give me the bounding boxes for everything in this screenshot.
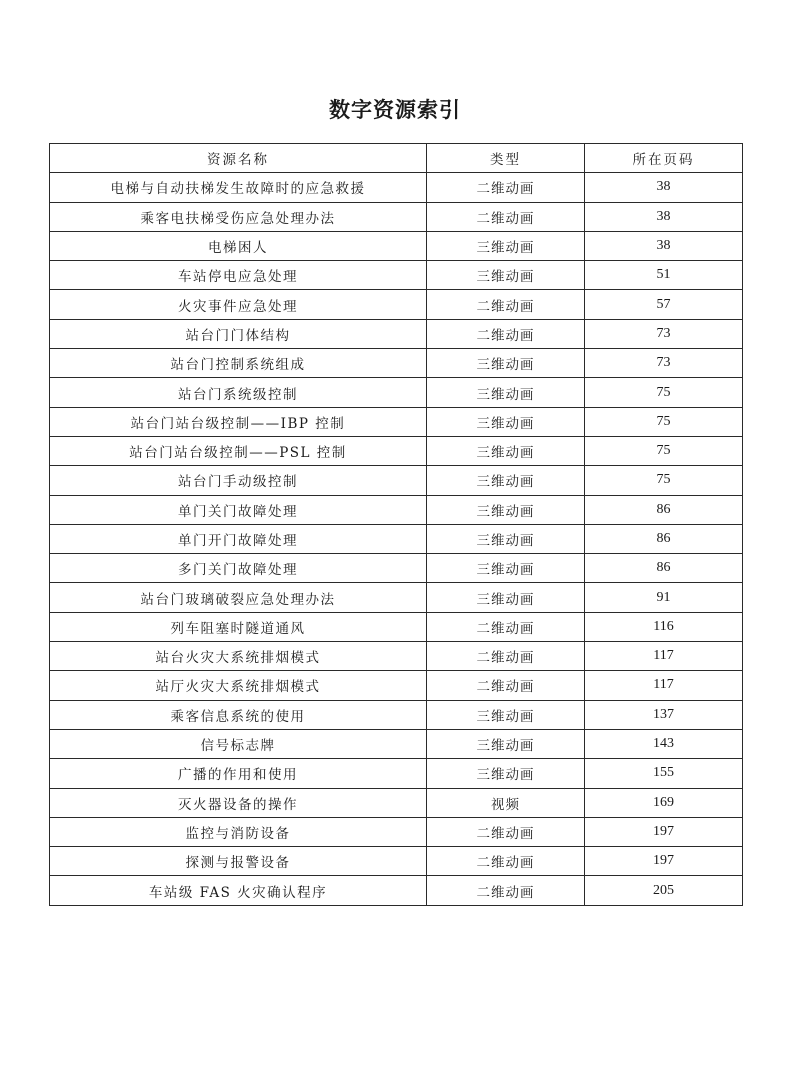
resource-name-cell: 站台门门体结构	[50, 319, 427, 348]
page-number-cell: 57	[585, 290, 743, 319]
table-row	[50, 671, 743, 700]
resource-name-cell: 乘客电扶梯受伤应急处理办法	[50, 202, 427, 231]
resource-type-cell: 视频	[427, 788, 585, 817]
table-row	[50, 349, 743, 378]
resource-type-cell: 三维动画	[427, 759, 585, 788]
page-number-cell: 51	[585, 261, 743, 290]
resource-type-cell: 三维动画	[427, 349, 585, 378]
page-number-cell: 86	[585, 524, 743, 553]
resource-name-cell: 监控与消防设备	[50, 817, 427, 846]
page-number-cell: 73	[585, 349, 743, 378]
table-row	[50, 290, 743, 319]
page-number-cell: 143	[585, 729, 743, 758]
page-number-cell: 197	[585, 847, 743, 876]
resource-type-cell: 二维动画	[427, 671, 585, 700]
table-row	[50, 319, 743, 348]
resource-name-cell: 单门开门故障处理	[50, 524, 427, 553]
resource-type-cell: 三维动画	[427, 700, 585, 729]
resource-type-cell: 三维动画	[427, 378, 585, 407]
table-row	[50, 612, 743, 641]
page-number-cell: 86	[585, 554, 743, 583]
table-row	[50, 378, 743, 407]
resource-name-cell: 站台门站台级控制——PSL 控制	[50, 436, 427, 465]
resource-name-cell: 多门关门故障处理	[50, 554, 427, 583]
table-row	[50, 876, 743, 905]
page-title: 数字资源索引	[329, 97, 461, 123]
resource-index-table	[49, 143, 743, 906]
page-number-cell: 169	[585, 788, 743, 817]
resource-type-cell: 三维动画	[427, 583, 585, 612]
page-number-cell: 137	[585, 700, 743, 729]
page-number-cell: 205	[585, 876, 743, 905]
table-row	[50, 436, 743, 465]
page-number-cell: 75	[585, 378, 743, 407]
page-number-cell: 91	[585, 583, 743, 612]
resource-name-cell: 站台门系统级控制	[50, 378, 427, 407]
resource-type-cell: 二维动画	[427, 847, 585, 876]
header-type: 类型	[427, 144, 585, 173]
resource-type-cell: 二维动画	[427, 612, 585, 641]
resource-name-cell: 站台门玻璃破裂应急处理办法	[50, 583, 427, 612]
resource-type-cell: 三维动画	[427, 436, 585, 465]
resource-name-cell: 探测与报警设备	[50, 847, 427, 876]
resource-type-cell: 三维动画	[427, 554, 585, 583]
resource-name-cell: 站台门站台级控制——IBP 控制	[50, 407, 427, 436]
table-row	[50, 847, 743, 876]
resource-name-cell: 站台门手动级控制	[50, 466, 427, 495]
table-row	[50, 466, 743, 495]
resource-name-cell: 站厅火灾大系统排烟模式	[50, 671, 427, 700]
table-row	[50, 261, 743, 290]
page-number-cell: 116	[585, 612, 743, 641]
table-row	[50, 759, 743, 788]
resource-name-cell: 单门关门故障处理	[50, 495, 427, 524]
resource-name-cell: 车站级 FAS 火灾确认程序	[50, 876, 427, 905]
resource-type-cell: 二维动画	[427, 817, 585, 846]
resource-name-cell: 列车阻塞时隧道通风	[50, 612, 427, 641]
page-number-cell: 38	[585, 173, 743, 202]
page-number-cell: 117	[585, 642, 743, 671]
table-row	[50, 173, 743, 202]
table-header-row	[50, 144, 743, 173]
resource-type-cell: 三维动画	[427, 495, 585, 524]
resource-name-cell: 灭火器设备的操作	[50, 788, 427, 817]
page-number-cell: 75	[585, 466, 743, 495]
resource-type-cell: 三维动画	[427, 466, 585, 495]
resource-type-cell: 三维动画	[427, 261, 585, 290]
resource-name-cell: 站台门控制系统组成	[50, 349, 427, 378]
table-row	[50, 583, 743, 612]
resource-name-cell: 乘客信息系统的使用	[50, 700, 427, 729]
resource-type-cell: 二维动画	[427, 202, 585, 231]
header-page-number: 所在页码	[585, 144, 743, 173]
table-row	[50, 231, 743, 260]
table-row	[50, 642, 743, 671]
table-row	[50, 202, 743, 231]
resource-name-cell: 信号标志牌	[50, 729, 427, 758]
table-row	[50, 495, 743, 524]
resource-type-cell: 二维动画	[427, 876, 585, 905]
page-number-cell: 197	[585, 817, 743, 846]
page-number-cell: 75	[585, 436, 743, 465]
table-row	[50, 700, 743, 729]
resource-name-cell: 电梯困人	[50, 231, 427, 260]
resource-type-cell: 二维动画	[427, 290, 585, 319]
resource-type-cell: 三维动画	[427, 729, 585, 758]
page-number-cell: 38	[585, 231, 743, 260]
resource-type-cell: 三维动画	[427, 524, 585, 553]
page-number-cell: 86	[585, 495, 743, 524]
resource-type-cell: 二维动画	[427, 173, 585, 202]
page-number-cell: 75	[585, 407, 743, 436]
page-number-cell: 155	[585, 759, 743, 788]
resource-name-cell: 车站停电应急处理	[50, 261, 427, 290]
table-row	[50, 554, 743, 583]
page-number-cell: 73	[585, 319, 743, 348]
table-row	[50, 817, 743, 846]
resource-type-cell: 二维动画	[427, 642, 585, 671]
resource-name-cell: 站台火灾大系统排烟模式	[50, 642, 427, 671]
table-row	[50, 729, 743, 758]
resource-type-cell: 三维动画	[427, 407, 585, 436]
page-number-cell: 38	[585, 202, 743, 231]
resource-type-cell: 二维动画	[427, 319, 585, 348]
resource-name-cell: 广播的作用和使用	[50, 759, 427, 788]
table-row	[50, 788, 743, 817]
page-number-cell: 117	[585, 671, 743, 700]
resource-name-cell: 电梯与自动扶梯发生故障时的应急救援	[50, 173, 427, 202]
resource-name-cell: 火灾事件应急处理	[50, 290, 427, 319]
table-row	[50, 407, 743, 436]
resource-type-cell: 三维动画	[427, 231, 585, 260]
table-body	[50, 173, 743, 905]
header-resource-name: 资源名称	[50, 144, 427, 173]
table-row	[50, 524, 743, 553]
